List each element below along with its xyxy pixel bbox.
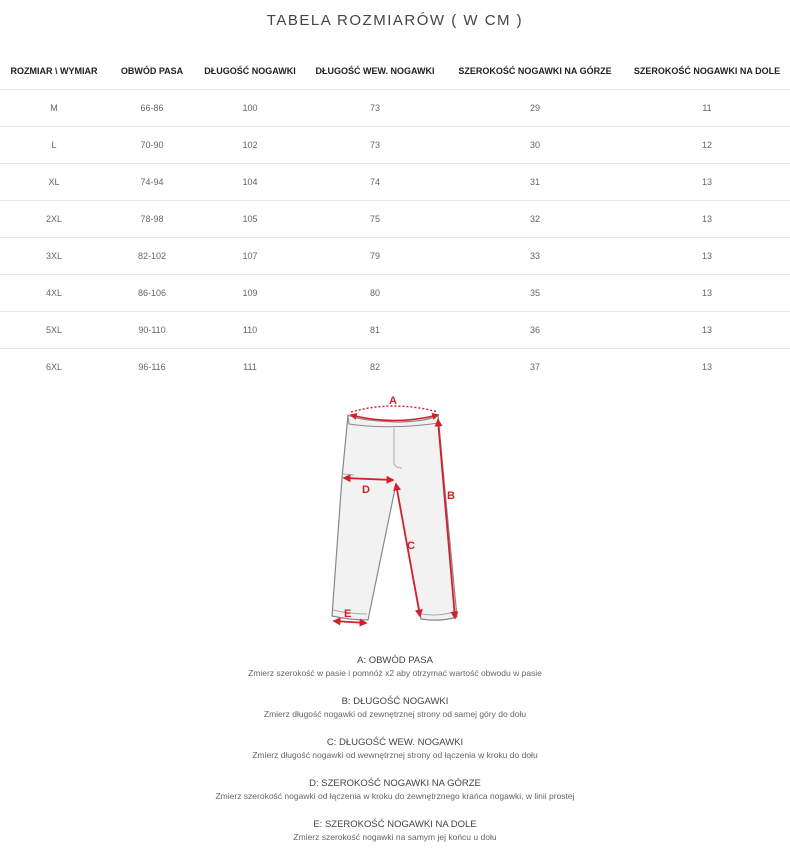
table-row: [0, 275, 790, 312]
table-cell: 13: [624, 201, 790, 238]
legend-title: A: OBWÓD PASA: [357, 655, 433, 666]
table-cell: 30: [446, 127, 624, 164]
column-header-waist: OBWÓD PASA: [108, 52, 196, 90]
column-header-inseam: DŁUGOŚĆ WEW. NOGAWKI: [304, 52, 446, 90]
legend-item-b: [0, 695, 790, 736]
table-cell: 36: [446, 312, 624, 349]
table-cell: 35: [446, 275, 624, 312]
table-cell: 102: [196, 127, 304, 164]
table-cell: 13: [624, 238, 790, 275]
table-row: [0, 238, 790, 275]
column-header-size: ROZMIAR \ WYMIAR: [0, 52, 108, 90]
table-cell-size: XL: [0, 164, 108, 201]
page-title: TABELA ROZMIARÓW ( W CM ): [266, 12, 524, 29]
table-row: [0, 90, 790, 127]
table-cell-size: M: [0, 90, 108, 127]
legend-description: Zmierz szerokość nogawki na samym jej końcu u dołu: [293, 832, 497, 842]
table-cell: 73: [304, 127, 446, 164]
table-cell-size: 2XL: [0, 201, 108, 238]
column-header-leg-length: DŁUGOŚĆ NOGAWKI: [196, 52, 304, 90]
legend-title: B: DŁUGOŚĆ NOGAWKI: [341, 696, 449, 707]
table-cell: 11: [624, 90, 790, 127]
measurement-a: [351, 406, 438, 421]
table-cell: 82-102: [108, 238, 196, 275]
legend-description: Zmierz szerokość nogawki od łączenia w kroku do zewnętrznego krańca nogawki, w linii prostej: [215, 791, 575, 801]
table-cell-size: 4XL: [0, 275, 108, 312]
table-cell: 79: [304, 238, 446, 275]
label-c: C: [407, 540, 415, 552]
pants-diagram: [320, 388, 480, 638]
table-row: [0, 164, 790, 201]
table-cell: 111: [243, 362, 257, 372]
table-cell-size: L: [0, 127, 108, 164]
table-cell-size: 3XL: [0, 238, 108, 275]
table-cell: 96-116: [138, 362, 166, 372]
table-cell: 105: [196, 201, 304, 238]
table-cell-size: 5XL: [0, 312, 108, 349]
column-header-top-width: SZEROKOŚĆ NOGAWKI NA GÓRZE: [446, 52, 624, 90]
table-cell: 32: [446, 201, 624, 238]
table-cell: 90-110: [108, 312, 196, 349]
table-cell: 104: [196, 164, 304, 201]
legend-title: C: DŁUGOŚĆ WEW. NOGAWKI: [326, 737, 464, 748]
table-cell: 100: [196, 90, 304, 127]
table-cell: 73: [304, 90, 446, 127]
table-cell: 109: [196, 275, 304, 312]
table-cell: 74-94: [108, 164, 196, 201]
table-cell: 81: [304, 312, 446, 349]
legend-item-d: [0, 777, 790, 818]
table-header-row: [0, 52, 790, 90]
table-cell: 29: [446, 90, 624, 127]
table-cell: 13: [624, 275, 790, 312]
table-row: [0, 349, 790, 386]
table-cell: 12: [624, 127, 790, 164]
table-cell: 107: [196, 238, 304, 275]
size-table: [0, 52, 790, 385]
measurement-legend: [0, 654, 790, 859]
table-cell: 13: [624, 164, 790, 201]
table-cell: 31: [446, 164, 624, 201]
table-row: [0, 312, 790, 349]
label-b: B: [447, 490, 455, 502]
table-cell: 110: [196, 312, 304, 349]
legend-description: Zmierz długość nogawki od wewnętrznej strony od łączenia w kroku do dołu: [252, 750, 538, 760]
table-cell: 37: [529, 362, 540, 372]
pants-outline: [332, 415, 457, 620]
table-cell: 86-106: [108, 275, 196, 312]
table-cell: 66-86: [108, 90, 196, 127]
table-cell: 78-98: [108, 201, 196, 238]
table-cell: 13: [624, 312, 790, 349]
table-cell: 33: [446, 238, 624, 275]
legend-item-e: [0, 818, 790, 859]
table-cell: 75: [304, 201, 446, 238]
column-header-bottom-width: SZEROKOŚĆ NOGAWKI NA DOLE: [624, 52, 790, 90]
table-cell: 82: [369, 362, 380, 372]
label-e: E: [344, 608, 352, 620]
table-cell-size: 6XL: [45, 362, 62, 372]
legend-item-c: [0, 736, 790, 777]
table-row: [0, 127, 790, 164]
legend-description: Zmierz szerokość w pasie i pomnóż x2 aby otrzymać wartość obwodu w pasie: [248, 668, 542, 678]
table-cell: 70-90: [108, 127, 196, 164]
table-row: [0, 201, 790, 238]
table-cell: 74: [304, 164, 446, 201]
table-cell: 80: [304, 275, 446, 312]
measurement-e: [334, 621, 366, 623]
table-cell: 13: [701, 362, 712, 372]
legend-description: Zmierz długość nogawki od zewnętrznej strony od samej góry do dołu: [263, 709, 527, 719]
legend-item-a: [0, 654, 790, 695]
label-a: A: [389, 395, 397, 407]
legend-title: D: SZEROKOŚĆ NOGAWKI NA GÓRZE: [309, 778, 481, 789]
label-d: D: [362, 484, 370, 496]
legend-title: E: SZEROKOŚĆ NOGAWKI NA DOLE: [313, 819, 477, 830]
